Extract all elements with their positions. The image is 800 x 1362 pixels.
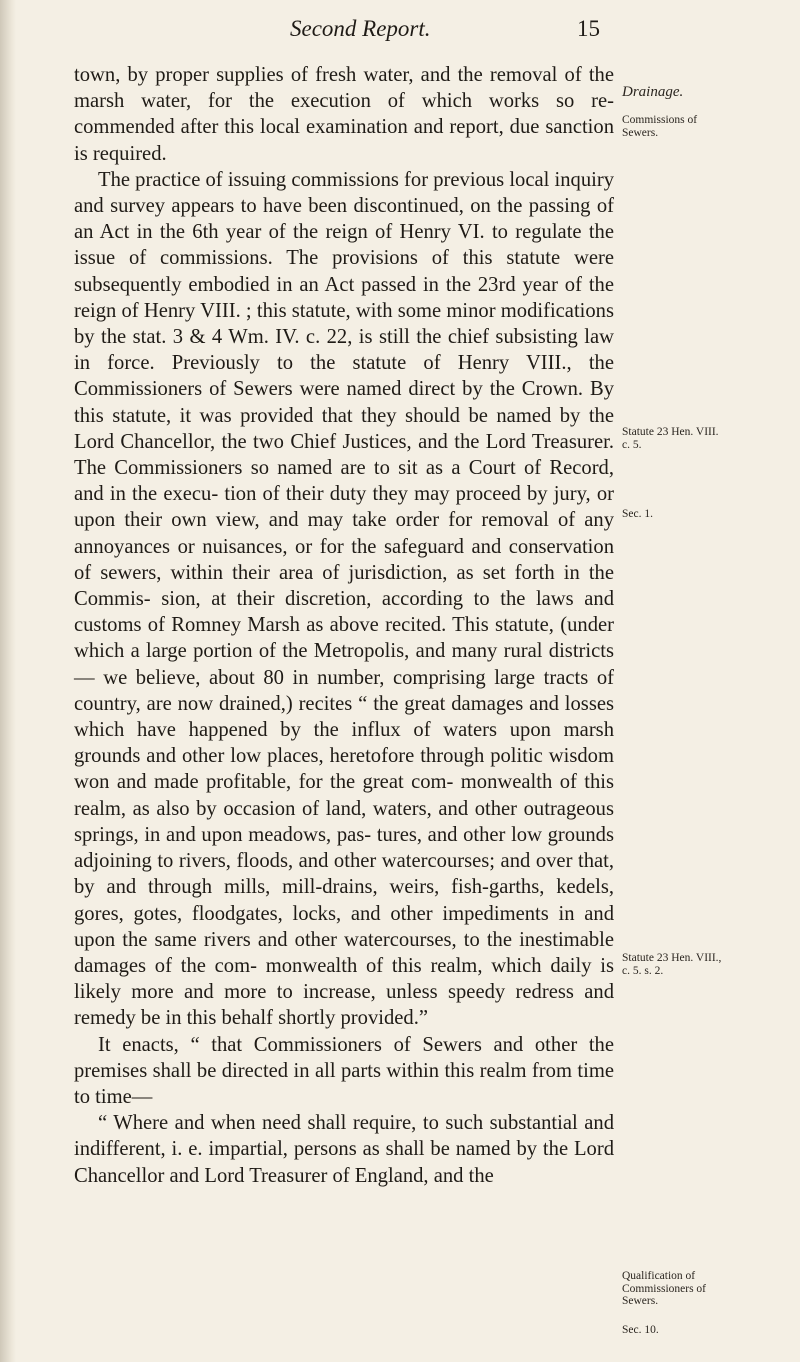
- page-number: 15: [577, 16, 600, 41]
- margin-note-statute-s2: Statute 23 Hen. VIII., c. 5. s. 2.: [622, 952, 722, 977]
- running-title: Second Report.: [290, 16, 431, 41]
- page-header: [290, 14, 600, 50]
- margin-notes: [622, 0, 800, 1362]
- body-text: [74, 62, 614, 1189]
- margin-note-drainage: Drainage.: [622, 84, 684, 100]
- paragraph-3: It enacts, “ that Commissioners of Sewers and other the premises shall be directed in all parts within this realm from time to time—: [74, 1033, 614, 1108]
- binding-gutter: [0, 0, 16, 1362]
- margin-note-qualification: Qualification of Commissioners of Sewers.: [622, 1270, 707, 1307]
- paragraph-2: The practice of issuing commissions for previous local inquiry and survey appears to have been discontinued, on the passing of an Act in the 6th year of the reign of Henry VI. to regulate the issue of commissions. The provisions of this statute were subsequently embodied in an Act passed in the 23rd year of the reign of Henry VIII. ; this statute, with some minor modifications by the stat. 3 & 4 Wm. IV. c. 22, is still the chief subsisting law in force. Previously to the statute of Henry VIII., the Commissioners of Sewers were named direct by the Crown. By this statute, it was provided that they should be named by the Lord Chancellor, the two Chief Justices, and the Lord Treasurer. The Commissioners so named are to sit as a Court of Record, and in the execu- tion of their duty they may proceed by jury, or upon their own view, and may take order for removal of any annoyances or nuisances, or for the safeguard and conservation of sewers, within their area of jurisdiction, as set forth in the Commis- sion, at their discretion, according to the laws and customs of Romney Marsh as above recited. This statute, (under which a large portion of the Metropolis, and many rural districts— we believe, about 80 in number, comprising large tracts of country, are now drained,) recites “ the great damages and losses which have happened by the influx of waters upon marsh grounds and other low places, heretofore through politic wisdom won and made profitable, for the great com- monwealth of this realm, as also by occasion of land, waters, and other outrageous springs, in and upon meadows, pas- tures, and other low grounds adjoining to rivers, floods, and other watercourses; and over that, by and through mills, mill-drains, weirs, fish-garths, kedels, gores, gotes, floodgates, locks, and other impediments in and upon the same rivers and other watercourses, to the inestimable damages of the com- monwealth of this realm, which daily is likely more and more to increase, unless speedy redress and remedy be in this behalf shortly provided.”: [74, 168, 614, 1030]
- margin-note-statute-c5: Statute 23 Hen. VIII. c. 5.: [622, 426, 719, 451]
- margin-note-sec1: Sec. 1.: [622, 508, 653, 520]
- paragraph-4: “ Where and when need shall require, to such substantial and indifferent, i. e. impartial, persons as shall be named by the Lord Chancellor and Lord Treasurer of England, and the: [74, 1112, 614, 1187]
- margin-note-sec10: Sec. 10.: [622, 1324, 659, 1336]
- paragraph-1: town, by proper supplies of fresh water, and the removal of the marsh water, for the execution of which works so re- commended after this local examination and report, due sanction is required.: [74, 64, 614, 165]
- margin-note-commissions-of-sewers: Commissions of Sewers.: [622, 114, 698, 139]
